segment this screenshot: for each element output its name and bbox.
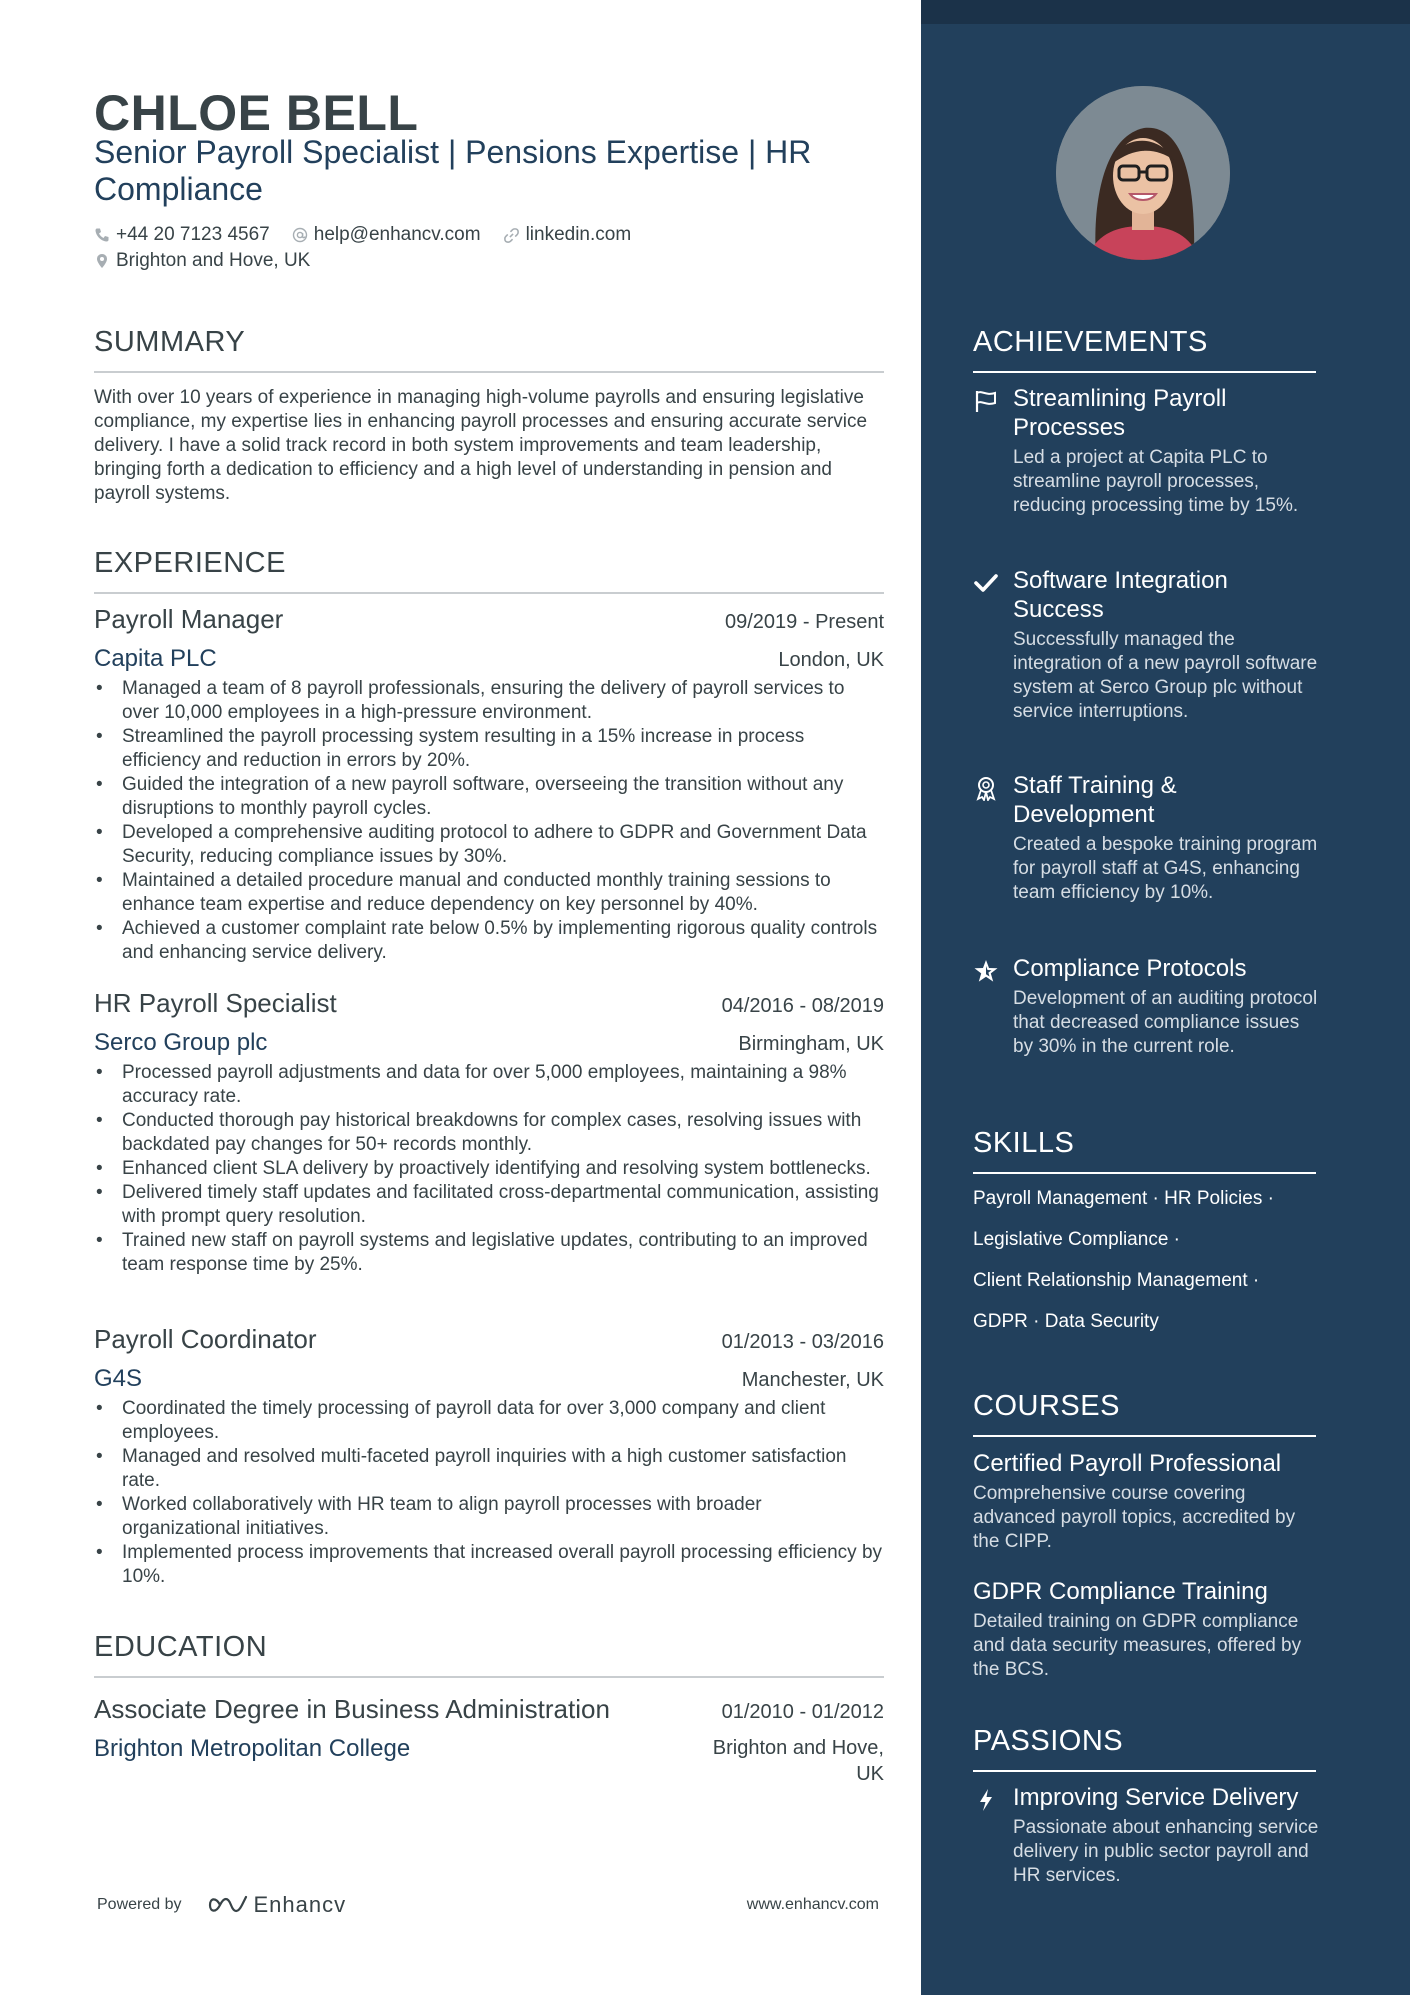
bullet-item: • Developed a comprehensive auditing protocol to adhere to GDPR and Government Data Security, reducing compliance issues by 30%.	[94, 821, 884, 869]
course-item	[973, 1577, 1318, 1682]
achievement-title: Streamlining Payroll Processes	[1013, 385, 1227, 441]
sidebar-top-bar	[921, 0, 1410, 24]
job-title: Payroll Manager	[94, 604, 284, 634]
job-bullets	[94, 677, 884, 965]
bullet-item: • Enhanced client SLA delivery by proactively identifying and resolving system bottlenecks.	[94, 1157, 884, 1181]
contact-linkedin	[503, 224, 632, 246]
achievement-title: Compliance Protocols	[1013, 955, 1247, 982]
contact-location	[94, 250, 310, 272]
candidate-name: CHLOE BELL	[94, 85, 419, 141]
course-description: Detailed training on GDPR compliance and data security measures, offered by the BCS.	[973, 1611, 1302, 1680]
job-entry	[94, 604, 884, 965]
education-entry	[94, 1694, 884, 1787]
education-location-line1: Brighton and Hove,	[712, 1737, 884, 1759]
course-description: Comprehensive course covering advanced payroll topics, accredited by the CIPP.	[973, 1483, 1296, 1552]
brand-logo[interactable]	[208, 1892, 347, 1918]
job-dates: 09/2019 - Present	[725, 611, 884, 633]
website-link[interactable]: www.enhancv.com	[746, 1896, 879, 1913]
avatar	[1056, 86, 1230, 260]
lightning-icon	[973, 1787, 999, 1813]
education-location	[713, 1735, 884, 1787]
candidate-headline: Senior Payroll Specialist | Pensions Expertise | HR Compliance	[94, 134, 812, 207]
profile-photo	[1056, 86, 1230, 260]
passion-item	[973, 1783, 1323, 1888]
skill-line: Payroll Management · HR Policies ·	[973, 1188, 1274, 1209]
company-name: G4S	[94, 1365, 143, 1392]
job-location: London, UK	[778, 649, 884, 671]
experience-heading: EXPERIENCE	[94, 547, 884, 594]
achievement-item	[973, 566, 1323, 724]
award-icon	[973, 775, 999, 801]
bullet-item: • Managed a team of 8 payroll professionals, ensuring the delivery of payroll services to over 10,000 employees in a high-pressure environment.	[94, 677, 884, 725]
achievement-description: Successfully managed the integration of a new payroll software system at Serco Group plc without service interruptions.	[1013, 629, 1318, 722]
phone-text[interactable]: +44 20 7123 4567	[116, 224, 270, 245]
job-title: Payroll Coordinator	[94, 1324, 317, 1354]
job-entry	[94, 988, 884, 1277]
bullet-item: • Coordinated the timely processing of payroll data for over 3,000 company and client employees.	[94, 1397, 884, 1445]
summary-heading: SUMMARY	[94, 326, 884, 373]
bullet-item: • Trained new staff on payroll systems and legislative updates, contributing to an improved team response time by 25%.	[94, 1229, 884, 1277]
bullet-item: • Processed payroll adjustments and data for over 5,000 employees, maintaining a 98% accuracy rate.	[94, 1061, 884, 1109]
enhancv-logo-icon	[208, 1893, 254, 1917]
job-dates: 04/2016 - 08/2019	[721, 995, 884, 1017]
skill-line: Client Relationship Management ·	[973, 1270, 1260, 1291]
check-icon	[973, 570, 999, 596]
skill-line: GDPR · Data Security	[973, 1311, 1159, 1332]
achievement-item	[973, 771, 1323, 905]
skills-heading: SKILLS	[973, 1127, 1316, 1174]
email-text[interactable]: help@enhancv.com	[313, 224, 481, 245]
flag-icon	[973, 388, 999, 414]
bullet-item: • Delivered timely staff updates and facilitated cross-departmental communication, assisting with prompt query resolution.	[94, 1181, 884, 1229]
skill-line: Legislative Compliance ·	[973, 1229, 1180, 1250]
course-item	[973, 1449, 1318, 1554]
location-text: Brighton and Hove, UK	[116, 250, 311, 271]
passions-heading: PASSIONS	[973, 1725, 1316, 1772]
job-bullets	[94, 1397, 884, 1589]
education-dates: 01/2010 - 01/2012	[721, 1701, 884, 1723]
bullet-item: • Implemented process improvements that increased overall payroll processing efficiency by 10%.	[94, 1541, 884, 1589]
bullet-item: • Managed and resolved multi-faceted payroll inquiries with a high customer satisfaction rate.	[94, 1445, 884, 1493]
job-location: Manchester, UK	[741, 1369, 884, 1391]
course-title: GDPR Compliance Training	[973, 1578, 1268, 1605]
summary-text: With over 10 years of experience in managing high-volume payrolls and ensuring legislative compliance, my expertise lies in enhancing payroll processes and ensuring accurate service delivery. I have a solid track record in both system improvements and team leadership, bringing forth a dedication to efficiency and a high level of understanding in pension and payroll systems.	[94, 387, 868, 504]
education-location-line2: UK	[856, 1763, 884, 1785]
phone-icon	[94, 227, 110, 243]
bullet-item: • Guided the integration of a new payroll software, overseeing the transition without any disruptions to monthly payroll cycles.	[94, 773, 884, 821]
bullet-item: • Streamlined the payroll processing system resulting in a 15% increase in process efficiency and reduction in errors by 20%.	[94, 725, 884, 773]
achievement-description: Created a bespoke training program for payroll staff at G4S, enhancing team efficiency by 10%.	[1013, 834, 1318, 903]
achievement-description: Development of an auditing protocol that decreased compliance issues by 30% in the current role.	[1013, 988, 1318, 1057]
footer	[97, 1892, 879, 1918]
job-title: HR Payroll Specialist	[94, 988, 337, 1018]
powered-by-label: Powered by	[97, 1896, 182, 1913]
job-bullets	[94, 1061, 884, 1277]
company-name: Serco Group plc	[94, 1029, 268, 1056]
location-pin-icon	[94, 253, 110, 269]
courses-heading: COURSES	[973, 1390, 1316, 1437]
job-location: Birmingham, UK	[738, 1033, 884, 1055]
achievement-title: Software Integration Success	[1013, 567, 1228, 623]
bullet-item: • Worked collaboratively with HR team to align payroll processes with broader organizational initiatives.	[94, 1493, 884, 1541]
achievement-title: Staff Training & Development	[1013, 772, 1177, 828]
sidebar	[921, 0, 1410, 1995]
at-icon	[292, 227, 308, 243]
passion-title: Improving Service Delivery	[1013, 1784, 1299, 1811]
star-icon	[973, 958, 999, 984]
linkedin-text[interactable]: linkedin.com	[525, 224, 632, 245]
school-name: Brighton Metropolitan College	[94, 1735, 411, 1762]
link-icon	[503, 227, 520, 244]
education-heading: EDUCATION	[94, 1631, 884, 1678]
brand-name: Enhancv	[253, 1892, 347, 1917]
powered-by	[97, 1892, 346, 1918]
bullet-item: • Achieved a customer complaint rate below 0.5% by implementing rigorous quality controls and enhancing service delivery.	[94, 917, 884, 965]
job-dates: 01/2013 - 03/2016	[721, 1331, 884, 1353]
bullet-item: • Conducted thorough pay historical breakdowns for complex cases, resolving issues with backdated pay changes for 50+ records monthly.	[94, 1109, 884, 1157]
achievements-heading: ACHIEVEMENTS	[973, 326, 1316, 373]
achievement-item	[973, 954, 1323, 1059]
bullet-item: • Maintained a detailed procedure manual and conducted monthly training sessions to enhance team expertise and reduce dependency on key personnel by 40%.	[94, 869, 884, 917]
achievement-description: Led a project at Capita PLC to streamline payroll processes, reducing processing time by 15%.	[1013, 447, 1299, 516]
contact-email	[292, 224, 481, 246]
company-name: Capita PLC	[94, 645, 217, 672]
course-title: Certified Payroll Professional	[973, 1450, 1282, 1477]
contact-info	[94, 222, 884, 274]
job-entry	[94, 1324, 884, 1589]
contact-phone	[94, 224, 270, 246]
degree-title: Associate Degree in Business Administration	[94, 1694, 610, 1724]
passion-description: Passionate about enhancing service delivery in public sector payroll and HR services.	[1013, 1817, 1319, 1886]
skills-list	[973, 1186, 1318, 1350]
achievement-item	[973, 384, 1323, 518]
